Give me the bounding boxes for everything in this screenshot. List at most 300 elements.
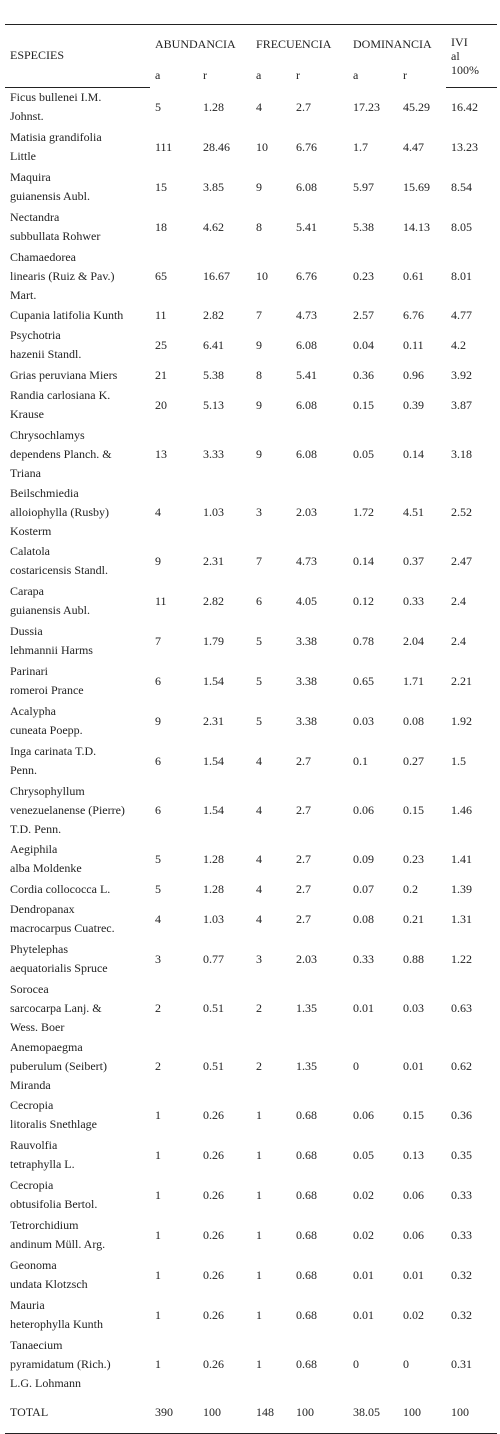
cell-frecuencia-a: 4 — [256, 911, 263, 926]
species-name-line: L.G. Lohmann — [10, 1375, 81, 1390]
species-name — [5, 541, 150, 581]
cell-frecuencia-r: 1.35 — [296, 1058, 318, 1073]
cell-dominancia-r: 0.08 — [403, 713, 425, 728]
species-name-line: Geonoma — [10, 1258, 57, 1272]
cell-dominancia-a: 5.38 — [353, 219, 375, 234]
cell-frecuencia-a: 10 — [256, 268, 269, 283]
cell-dominancia-r: 0.11 — [403, 337, 424, 352]
cell-dominancia-r: 4.51 — [403, 504, 425, 519]
species-name — [5, 425, 150, 483]
cell-abundancia-r: 2.82 — [203, 593, 224, 608]
cell-abundancia-a: 7 — [155, 633, 161, 648]
cell-dominancia-a: 2.57 — [353, 307, 375, 322]
cell-frecuencia-r: 0.68 — [296, 1356, 318, 1371]
species-name-line: puberulum (Seibert) — [10, 1058, 107, 1073]
cell-abundancia-r: 2.31 — [203, 713, 224, 728]
species-name-line: alloiophylla (Rusby) — [10, 504, 109, 519]
subheader-dominancia-r: r — [403, 67, 408, 82]
cell-ivi: 3.92 — [451, 367, 473, 382]
cell-dominancia-a: 0.15 — [353, 397, 375, 412]
cell-dominancia-r: 0.21 — [403, 911, 425, 926]
cell-abundancia-a: 6 — [155, 673, 161, 688]
cell-ivi: 1.92 — [451, 713, 473, 728]
cell-ivi: 13.23 — [451, 139, 479, 154]
total-row — [5, 1393, 497, 1433]
species-name — [5, 325, 150, 365]
subheader-abundancia-r: r — [203, 67, 207, 82]
cell-frecuencia-r: 3.38 — [296, 673, 318, 688]
cell-abundancia-a: 15 — [155, 179, 167, 194]
cell-ivi: 0.33 — [451, 1227, 473, 1242]
cell-abundancia-a: 4 — [155, 911, 161, 926]
cell-dominancia-a: 0.01 — [353, 1267, 375, 1282]
cell-frecuencia-r: 2.7 — [296, 911, 312, 926]
cell-abundancia-a: 1 — [155, 1147, 161, 1162]
table-row — [5, 425, 497, 483]
cell-frecuencia-r: 5.41 — [296, 219, 318, 234]
cell-abundancia-a: 3 — [155, 951, 161, 966]
species-name-line: Tetrorchidium — [10, 1218, 79, 1232]
table-row — [5, 1335, 497, 1393]
cell-frecuencia-r: 2.03 — [296, 504, 318, 519]
cell-frecuencia-a: 9 — [256, 446, 263, 461]
cell-dominancia-a: 0.36 — [353, 367, 375, 382]
cell-ivi: 0.36 — [451, 1107, 473, 1122]
cell-dominancia-r: 0.37 — [403, 553, 425, 568]
species-name — [5, 167, 150, 207]
species-name-line: Miranda — [10, 1077, 51, 1092]
table-row — [5, 661, 497, 701]
species-name — [5, 979, 150, 1037]
table-row — [5, 541, 497, 581]
total-label: TOTAL — [5, 1393, 150, 1433]
table-row — [5, 701, 497, 741]
cell-frecuencia-a: 1 — [256, 1187, 263, 1202]
cell-ivi: 1.31 — [451, 911, 473, 926]
table-row — [5, 127, 497, 167]
species-name-line: Cordia collococca L. — [10, 881, 111, 896]
table-row — [5, 879, 497, 899]
cell-frecuencia-r: 6.76 — [296, 139, 318, 154]
cell-frecuencia-a: 4 — [256, 753, 263, 768]
table-body — [5, 87, 497, 1433]
cell-ivi: 0.31 — [451, 1356, 473, 1371]
table-row — [5, 781, 497, 839]
cell-frecuencia-r: 4.73 — [296, 553, 318, 568]
cell-dominancia-r: 1.71 — [403, 673, 425, 688]
cell-abundancia-r: 1.54 — [203, 753, 224, 768]
cell-abundancia-a: 9 — [155, 713, 161, 728]
species-name-line: guianensis Aubl. — [10, 603, 90, 617]
table-row — [5, 305, 497, 325]
species-name — [5, 1095, 150, 1135]
cell-dominancia-a: 0.09 — [353, 851, 375, 866]
species-name — [5, 621, 150, 661]
species-name — [5, 1175, 150, 1215]
cell-frecuencia-r: 2.7 — [296, 881, 312, 896]
cell-dominancia-r: 0.2 — [403, 881, 419, 896]
species-name-line: alba Moldenke — [10, 861, 82, 875]
species-name-line: Ficus bullenei I.M. — [10, 90, 102, 105]
cell-frecuencia-a: 5 — [256, 673, 263, 688]
cell-ivi: 0.62 — [451, 1058, 473, 1073]
cell-dominancia-a: 0.03 — [353, 713, 375, 728]
species-name-line: Carapa — [10, 584, 44, 598]
species-name-line: Chrysochlamys — [10, 427, 85, 442]
species-name-line: Grias peruviana Miers — [10, 367, 118, 382]
cell-dominancia-a: 0.05 — [353, 1147, 375, 1162]
species-name-line: lehmannii Harms — [10, 643, 93, 657]
cell-frecuencia-r: 6.76 — [296, 268, 318, 283]
cell-frecuencia-a: 4 — [256, 99, 263, 114]
cell-abundancia-r: 0.26 — [203, 1267, 224, 1282]
table-row — [5, 365, 497, 385]
cell-frecuencia-r: 3.38 — [296, 633, 318, 648]
cell-dominancia-a: 0.1 — [353, 753, 369, 768]
cell-abundancia-r: 0.51 — [203, 1000, 224, 1015]
cell-ivi: 4.2 — [451, 337, 467, 352]
cell-frecuencia-a: 5 — [256, 633, 263, 648]
species-name — [5, 385, 150, 425]
cell-ivi: 2.47 — [451, 553, 473, 568]
table-row — [5, 1135, 497, 1175]
cell-dominancia-a: 0.14 — [353, 553, 375, 568]
subheader-abundancia-a: a — [155, 67, 161, 82]
cell-abundancia-r: 5.13 — [203, 397, 224, 412]
header-abundancia: ABUNDANCIA — [150, 25, 251, 64]
cell-frecuencia-r: 0.68 — [296, 1307, 318, 1322]
cell-dominancia-a: 0.08 — [353, 911, 375, 926]
cell-abundancia-r: 0.26 — [203, 1187, 224, 1202]
species-name — [5, 939, 150, 979]
cell-dominancia-r: 0.15 — [403, 1107, 425, 1122]
table-header — [5, 25, 497, 88]
cell-dominancia-a: 0.06 — [353, 1107, 375, 1122]
cell-dominancia-r: 0.96 — [403, 367, 425, 382]
cell-dominancia-r: 0.23 — [403, 851, 425, 866]
header-especies: ESPECIES — [5, 25, 150, 88]
cell-abundancia-a: 1 — [155, 1107, 161, 1122]
species-name-line: Penn. — [10, 763, 37, 777]
species-name-line: Calatola — [10, 544, 50, 558]
cell-dominancia-r: 0.01 — [403, 1058, 425, 1073]
cell-frecuencia-a: 4 — [256, 881, 263, 896]
species-name-line: obtusifolia Bertol. — [10, 1197, 98, 1211]
cell-frecuencia-a: 3 — [256, 951, 263, 966]
cell-frecuencia-r: 6.08 — [296, 397, 318, 412]
species-name — [5, 1335, 150, 1393]
cell-ivi: 2.4 — [451, 633, 467, 648]
cell-abundancia-r: 0.77 — [203, 951, 224, 966]
species-name-line: Sorocea — [10, 981, 49, 996]
species-name — [5, 879, 150, 899]
table-row — [5, 581, 497, 621]
cell-frecuencia-r: 0.68 — [296, 1187, 318, 1202]
cell-frecuencia-r: 6.08 — [296, 179, 318, 194]
species-name-line: Tanaecium — [10, 1337, 63, 1352]
species-name — [5, 483, 150, 541]
cell-ivi: 4.77 — [451, 307, 473, 322]
cell-abundancia-r: 28.46 — [203, 139, 230, 154]
cell-ivi: 2.52 — [451, 504, 473, 519]
table-row — [5, 979, 497, 1037]
cell-abundancia-a: 65 — [155, 268, 167, 283]
cell-dominancia-a: 0.65 — [353, 673, 375, 688]
cell-abundancia-r: 0.26 — [203, 1227, 224, 1242]
cell-abundancia-a: 1 — [155, 1307, 161, 1322]
species-name — [5, 1255, 150, 1295]
cell-frecuencia-r: 3.38 — [296, 713, 318, 728]
cell-abundancia-r: 16.67 — [203, 268, 230, 283]
cell-dominancia-a: 5.97 — [353, 179, 375, 194]
cell-ivi: 2.21 — [451, 673, 473, 688]
cell-frecuencia-r: 2.7 — [296, 802, 312, 817]
species-name-line: Triana — [10, 465, 41, 480]
cell-dominancia-a: 0.78 — [353, 633, 375, 648]
species-name-line: Phytelephas — [10, 942, 68, 956]
species-name-line: Psychotria — [10, 328, 61, 342]
table-row — [5, 483, 497, 541]
cell-ivi: 1.5 — [451, 753, 467, 768]
subheader-frecuencia-a: a — [256, 67, 262, 82]
species-name-line: Krause — [10, 407, 44, 421]
cell-abundancia-a: 1 — [155, 1227, 161, 1242]
cell-abundancia-r: 4.62 — [203, 219, 224, 234]
cell-frecuencia-a: 1 — [256, 1107, 263, 1122]
table-row — [5, 939, 497, 979]
species-name-line: Maquira — [10, 170, 51, 184]
cell-dominancia-a: 0.23 — [353, 268, 375, 283]
species-name-line: cuneata Poepp. — [10, 723, 83, 737]
cell-frecuencia-r: 0.68 — [296, 1267, 318, 1282]
cell-ivi: 8.01 — [451, 268, 473, 283]
cell-frecuencia-a: 7 — [256, 307, 263, 322]
cell-frecuencia-r: 0.68 — [296, 1107, 318, 1122]
cell-abundancia-r: 1.28 — [203, 99, 224, 114]
cell-abundancia-r: 0.26 — [203, 1107, 224, 1122]
table-row — [5, 247, 497, 305]
header-ivi — [446, 25, 497, 88]
cell-abundancia-r: 0.26 — [203, 1147, 224, 1162]
table-row — [5, 207, 497, 247]
cell-dominancia-r: 4.47 — [403, 139, 425, 154]
cell-frecuencia-r: 4.05 — [296, 593, 318, 608]
cell-frecuencia-r: 6.08 — [296, 337, 318, 352]
cell-abundancia-r: 2.82 — [203, 307, 224, 322]
cell-frecuencia-r: 6.08 — [296, 446, 318, 461]
cell-abundancia-a: 9 — [155, 553, 161, 568]
cell-dominancia-r: 0.02 — [403, 1307, 425, 1322]
cell-dominancia-r: 0.39 — [403, 397, 425, 412]
table-row — [5, 839, 497, 879]
cell-dominancia-a: 0.12 — [353, 593, 375, 608]
cell-abundancia-r: 1.54 — [203, 673, 224, 688]
header-ivi-line-1: IVI — [451, 34, 468, 49]
species-name-line: Rauvolfia — [10, 1138, 58, 1152]
cell-ivi: 16.42 — [451, 99, 479, 114]
species-name — [5, 899, 150, 939]
cell-abundancia-r: 1.79 — [203, 633, 224, 648]
cell-dominancia-r: 0.15 — [403, 802, 425, 817]
species-name-line: romeroi Prance — [10, 683, 84, 697]
cell-abundancia-a: 11 — [155, 307, 167, 322]
species-name — [5, 365, 150, 385]
species-name-line: Chamaedorea — [10, 249, 76, 264]
table-row — [5, 741, 497, 781]
cell-frecuencia-r: 1.35 — [296, 1000, 318, 1015]
cell-dominancia-r: 0.03 — [403, 1000, 425, 1015]
cell-abundancia-r: 1.03 — [203, 911, 224, 926]
cell-dominancia-r: 2.04 — [403, 633, 425, 648]
cell-abundancia-r: 1.28 — [203, 851, 224, 866]
species-name — [5, 701, 150, 741]
cell-abundancia-r: 6.41 — [203, 337, 224, 352]
species-name — [5, 1135, 150, 1175]
cell-ivi: 1.39 — [451, 881, 473, 896]
cell-abundancia-r: 1.54 — [203, 802, 224, 817]
cell-abundancia-a: 4 — [155, 504, 161, 519]
species-name-line: linearis (Ruiz & Pav.) — [10, 268, 115, 283]
species-name — [5, 781, 150, 839]
cell-abundancia-r: 1.28 — [203, 881, 224, 896]
cell-abundancia-a: 5 — [155, 881, 161, 896]
cell-abundancia-a: 18 — [155, 219, 167, 234]
subheader-frecuencia-r: r — [296, 67, 301, 82]
total-frecuencia-a: 148 — [251, 1393, 291, 1433]
cell-dominancia-r: 0.06 — [403, 1187, 425, 1202]
cell-abundancia-r: 1.03 — [203, 504, 224, 519]
species-name — [5, 207, 150, 247]
cell-frecuencia-a: 8 — [256, 367, 263, 382]
cell-frecuencia-a: 9 — [256, 179, 263, 194]
species-name-line: Aegiphila — [10, 842, 58, 856]
species-name — [5, 127, 150, 167]
cell-abundancia-a: 13 — [155, 446, 167, 461]
header-ivi-line-3: 100% — [451, 62, 480, 77]
species-name-line: sarcocarpa Lanj. & — [10, 1000, 102, 1015]
table-row — [5, 1255, 497, 1295]
cell-dominancia-a: 0.05 — [353, 446, 375, 461]
cell-abundancia-r: 5.38 — [203, 367, 224, 382]
cell-frecuencia-a: 5 — [256, 713, 263, 728]
cell-abundancia-a: 111 — [155, 139, 173, 154]
species-name — [5, 581, 150, 621]
species-name — [5, 1037, 150, 1095]
cell-abundancia-a: 21 — [155, 367, 167, 382]
cell-dominancia-r: 45.29 — [403, 99, 431, 114]
cell-frecuencia-r: 5.41 — [296, 367, 318, 382]
species-name-line: guianensis Aubl. — [10, 189, 90, 203]
species-name — [5, 1215, 150, 1255]
species-name — [5, 839, 150, 879]
species-name-line: Cecropia — [10, 1178, 54, 1192]
table-row — [5, 1215, 497, 1255]
cell-dominancia-r: 0.06 — [403, 1227, 425, 1242]
species-name-line: Mauria — [10, 1298, 45, 1312]
table-row — [5, 899, 497, 939]
species-name-line: subbullata Rohwer — [10, 229, 101, 243]
cell-dominancia-r: 15.69 — [403, 179, 431, 194]
cell-dominancia-r: 0.14 — [403, 446, 425, 461]
cell-ivi: 0.32 — [451, 1307, 473, 1322]
cell-dominancia-a: 1.72 — [353, 504, 375, 519]
species-name-line: Randia carlosiana K. — [10, 388, 111, 402]
cell-ivi: 0.35 — [451, 1147, 473, 1162]
species-name-line: Dussia — [10, 624, 43, 638]
cell-ivi: 0.63 — [451, 1000, 473, 1015]
table-row — [5, 167, 497, 207]
cell-dominancia-a: 17.23 — [353, 99, 381, 114]
cell-abundancia-r: 3.33 — [203, 446, 224, 461]
cell-frecuencia-a: 10 — [256, 139, 269, 154]
species-name-line: hazenii Standl. — [10, 347, 82, 361]
species-name-line: undata Klotzsch — [10, 1277, 88, 1291]
cell-abundancia-r: 0.51 — [203, 1058, 224, 1073]
cell-dominancia-a: 0.01 — [353, 1307, 375, 1322]
table-row — [5, 1037, 497, 1095]
header-frecuencia: FRECUENCIA — [251, 25, 348, 64]
cell-frecuencia-r: 2.7 — [296, 99, 312, 114]
total-dominancia-r: 100 — [398, 1393, 446, 1433]
species-name-line: venezuelanense (Pierre) — [10, 802, 125, 817]
species-name-line: Chrysophyllum — [10, 783, 85, 798]
total-frecuencia-r: 100 — [291, 1393, 348, 1433]
table-row — [5, 385, 497, 425]
cell-frecuencia-a: 1 — [256, 1307, 263, 1322]
total-ivi: 100 — [446, 1393, 497, 1433]
cell-frecuencia-a: 2 — [256, 1058, 263, 1073]
cell-frecuencia-a: 6 — [256, 593, 263, 608]
cell-ivi: 0.33 — [451, 1187, 473, 1202]
cell-dominancia-r: 0.01 — [403, 1267, 425, 1282]
cell-ivi: 8.54 — [451, 179, 473, 194]
cell-abundancia-r: 2.31 — [203, 553, 224, 568]
cell-dominancia-a: 0.01 — [353, 1000, 375, 1015]
cell-abundancia-a: 20 — [155, 397, 167, 412]
cell-abundancia-r: 0.26 — [203, 1356, 224, 1371]
cell-frecuencia-a: 3 — [256, 504, 263, 519]
species-name-line: costaricensis Standl. — [10, 563, 108, 577]
species-name-line: Nectandra — [10, 210, 60, 224]
cell-dominancia-a: 0.06 — [353, 802, 375, 817]
cell-abundancia-a: 1 — [155, 1356, 161, 1371]
cell-dominancia-a: 0.04 — [353, 337, 375, 352]
cell-frecuencia-a: 4 — [256, 802, 263, 817]
cell-frecuencia-r: 4.73 — [296, 307, 318, 322]
cell-dominancia-a: 0.02 — [353, 1187, 375, 1202]
cell-dominancia-r: 0.61 — [403, 268, 425, 283]
table-row — [5, 1175, 497, 1215]
cell-abundancia-a: 1 — [155, 1267, 161, 1282]
total-abundancia-a: 390 — [150, 1393, 198, 1433]
species-name-line: andinum Müll. Arg. — [10, 1237, 106, 1251]
species-name-line: T.D. Penn. — [10, 821, 62, 836]
table-row — [5, 621, 497, 661]
species-name-line: litoralis Snethlage — [10, 1117, 97, 1131]
cell-frecuencia-r: 0.68 — [296, 1147, 318, 1162]
cell-ivi: 0.32 — [451, 1267, 473, 1282]
cell-dominancia-r: 0.13 — [403, 1147, 425, 1162]
cell-abundancia-r: 0.26 — [203, 1307, 224, 1322]
species-name-line: dependens Planch. & — [10, 446, 112, 461]
cell-dominancia-a: 0.02 — [353, 1227, 375, 1242]
cell-ivi: 3.87 — [451, 397, 473, 412]
cell-frecuencia-a: 9 — [256, 337, 263, 352]
species-name-line: Acalypha — [10, 704, 56, 718]
species-name-line: Inga carinata T.D. — [10, 744, 97, 758]
cell-dominancia-r: 0 — [403, 1356, 410, 1371]
species-name-line: Beilschmiedia — [10, 485, 79, 500]
